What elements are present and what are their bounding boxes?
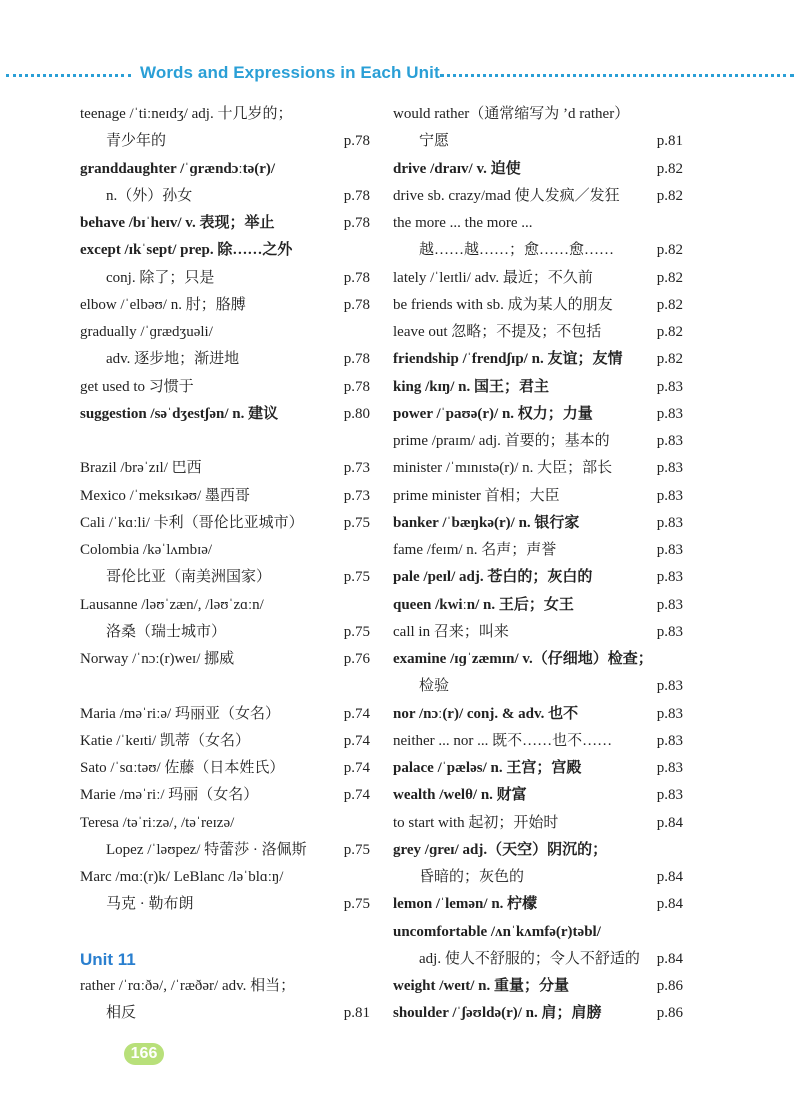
page-reference: p.82: [656, 351, 683, 368]
page-reference: p.86: [656, 1005, 683, 1022]
vocab-line: [393, 455, 683, 482]
unit-heading-text: Unit 11: [80, 949, 136, 969]
page-reference: p.83: [656, 542, 683, 558]
vocab-text: 哥伦比亚（南美洲国家）: [106, 569, 272, 586]
vocab-line: [80, 510, 370, 537]
vocab-text: weight /weɪt/ n. 重量；分量: [393, 978, 569, 994]
vocab-line: [393, 810, 683, 837]
vocab-line: [393, 510, 683, 537]
vocab-line: [80, 646, 370, 673]
page-reference: p.83: [656, 787, 683, 804]
vocab-line: [393, 973, 683, 1000]
vocab-text: 马克 · 勒布朗: [106, 896, 194, 913]
page-reference: p.80: [343, 405, 370, 422]
vocab-line: [393, 237, 683, 264]
vocab-text: Katie /ˈkeɪti/ 凯蒂（女名）: [80, 732, 250, 749]
page-reference: p.78: [343, 187, 370, 204]
vocab-text: would rather（通常缩写为 ’d rather）: [393, 106, 630, 122]
vocab-line: [393, 265, 683, 292]
vocab-text: behave /bɪˈheɪv/ v. 表现；举止: [80, 215, 275, 231]
page-reference: p.83: [656, 569, 683, 586]
right-column: [393, 101, 683, 1028]
vocab-text: grey /ɡreɪ/ adj.（天空）阴沉的；: [393, 841, 608, 858]
vocab-text: banker /ˈbæŋkə(r)/ n. 银行家: [393, 514, 580, 531]
vocab-text: Teresa /təˈriːzə/, /təˈreɪzə/: [80, 814, 235, 831]
page-reference: p.83: [656, 732, 683, 749]
vocab-line: [80, 401, 370, 428]
vocab-line: [80, 210, 370, 237]
vocab-line: [393, 782, 683, 809]
page-header: [0, 62, 800, 88]
vocab-text: the more ... the more ...: [393, 215, 533, 231]
vocab-text: teenage /ˈtiːneɪdʒ/ adj. 十几岁的；: [80, 106, 293, 122]
vocab-line: [393, 183, 683, 210]
vocab-text: minister /ˈmɪnɪstə(r)/ n. 大臣；部长: [393, 460, 613, 477]
page-reference: p.81: [656, 133, 683, 150]
vocab-line: [393, 919, 683, 946]
page-reference: p.83: [656, 487, 683, 504]
page-reference: p.73: [343, 487, 370, 504]
blank-line: [80, 428, 370, 455]
vocab-line: [393, 128, 683, 155]
vocab-line: [393, 156, 683, 183]
vocab-line: [393, 292, 683, 319]
vocab-line: [80, 455, 370, 482]
vocab-line: [393, 537, 683, 564]
vocab-line: [80, 237, 370, 264]
vocab-text: granddaughter /ˈɡrændɔːtə(r)/: [80, 160, 276, 177]
vocab-line: [393, 646, 683, 673]
vocab-line: [80, 810, 370, 837]
vocab-line: [80, 483, 370, 510]
vocab-text: 昏暗的；灰色的: [419, 869, 525, 885]
page-reference: p.78: [343, 378, 370, 395]
unit-heading: [80, 946, 370, 973]
page-reference: p.78: [343, 296, 370, 313]
vocab-line: [80, 1000, 370, 1027]
page-reference: p.82: [656, 324, 683, 340]
vocab-text: conj. 除了；只是: [106, 269, 215, 286]
vocab-line: [393, 483, 683, 510]
vocab-text: palace /ˈpæləs/ n. 王宫；宫殿: [393, 760, 582, 776]
page-reference: p.78: [343, 133, 370, 150]
page-reference: p.75: [343, 896, 370, 913]
page-reference: p.82: [656, 160, 683, 177]
page-reference: p.82: [656, 296, 683, 313]
vocab-text: fame /feɪm/ n. 名声；声誉: [393, 542, 557, 558]
vocab-text: neither ... nor ... 既不……也不……: [393, 732, 613, 749]
vocab-line: [393, 728, 683, 755]
vocab-text: lemon /ˈlemən/ n. 柠檬: [393, 896, 538, 913]
page-reference: p.83: [656, 405, 683, 422]
vocab-line: [80, 728, 370, 755]
vocab-text: elbow /ˈelbəʊ/ n. 肘；胳膊: [80, 296, 246, 313]
page-reference: p.75: [343, 514, 370, 531]
blank-line: [80, 673, 370, 700]
left-column: [80, 101, 370, 1028]
vocab-line: [80, 592, 370, 619]
header-dotted-rule-left: [6, 74, 131, 77]
vocab-line: [80, 346, 370, 373]
page-reference: p.83: [656, 678, 683, 695]
blank-line: [80, 919, 370, 946]
vocab-text: suggestion /səˈdʒestʃən/ n. 建议: [80, 405, 279, 422]
vocab-line: [393, 864, 683, 891]
vocab-text: queen /kwiːn/ n. 王后；女王: [393, 596, 574, 613]
vocab-text: Marie /məˈriː/ 玛丽（女名）: [80, 787, 259, 804]
page-reference: p.83: [656, 760, 683, 776]
page-reference: p.84: [656, 950, 683, 967]
vocab-line: [393, 837, 683, 864]
vocab-line: [80, 101, 370, 128]
page-reference: p.75: [343, 569, 370, 586]
page-reference: p.75: [343, 623, 370, 640]
vocab-text: power /ˈpaʊə(r)/ n. 权力；力量: [393, 405, 593, 422]
vocab-text: shoulder /ˈʃəʊldə(r)/ n. 肩；肩膀: [393, 1005, 602, 1022]
page-reference: p.73: [343, 460, 370, 477]
vocab-text: adv. 逐步地；渐进地: [106, 351, 240, 368]
page-reference: p.78: [343, 269, 370, 286]
vocab-text: nor /nɔː(r)/ conj. & adv. 也不: [393, 705, 579, 722]
vocab-line: [393, 319, 683, 346]
header-title: Words and Expressions in Each Unit: [140, 63, 440, 82]
page-reference: p.82: [656, 187, 683, 204]
vocab-line: [393, 1000, 683, 1027]
vocab-text: drive /draɪv/ v. 迫使: [393, 160, 521, 177]
vocab-text: 青少年的: [106, 133, 167, 150]
vocab-text: wealth /welθ/ n. 财富: [393, 787, 527, 804]
vocab-text: except /ɪkˈsept/ prep. 除……之外: [80, 242, 293, 259]
vocab-line: [80, 128, 370, 155]
vocab-text: pale /peɪl/ adj. 苍白的；灰白的: [393, 569, 593, 586]
vocab-text: Marc /mɑː(r)k/ LeBlanc /ləˈblɑːŋ/: [80, 869, 284, 885]
vocab-line: [80, 619, 370, 646]
page-reference: p.84: [656, 814, 683, 831]
vocab-line: [393, 673, 683, 700]
vocab-text: n.（外）孙女: [106, 187, 193, 204]
vocab-line: [393, 210, 683, 237]
vocab-text: to start with 起初；开始时: [393, 814, 559, 831]
vocab-text: drive sb. crazy/mad 使人发疯／发狂: [393, 187, 620, 204]
vocab-line: [80, 891, 370, 918]
vocab-text: prime /praɪm/ adj. 首要的；基本的: [393, 433, 610, 449]
page-number-badge: 166: [124, 1043, 164, 1065]
vocab-text: call in 召来；叫来: [393, 623, 509, 640]
vocab-line: [393, 374, 683, 401]
page-reference: p.75: [343, 841, 370, 858]
vocab-text: 宁愿: [419, 133, 450, 150]
vocab-line: [80, 319, 370, 346]
page-reference: p.83: [656, 623, 683, 640]
vocab-line: [80, 374, 370, 401]
vocab-line: [80, 973, 370, 1000]
vocab-text: adj. 使人不舒服的；令人不舒适的: [419, 950, 640, 967]
vocab-text: Lausanne /ləʊˈzæn/, /ləʊˈzɑːn/: [80, 596, 264, 613]
page-reference: p.74: [343, 732, 370, 749]
vocab-text: 越……越……；愈……愈……: [419, 242, 615, 259]
vocab-text: gradually /ˈɡrædʒuəli/: [80, 324, 213, 340]
header-dotted-rule-right: [440, 74, 794, 77]
vocab-text: rather /ˈrɑːðə/, /ˈræðər/ adv. 相当；: [80, 978, 296, 994]
page-reference: p.76: [343, 651, 370, 667]
vocab-line: [80, 265, 370, 292]
vocab-text: prime minister 首相；大臣: [393, 487, 560, 504]
vocab-text: uncomfortable /ʌnˈkʌmfə(r)təbl/: [393, 923, 601, 940]
page-reference: p.74: [343, 705, 370, 722]
vocab-line: [393, 619, 683, 646]
page-reference: p.82: [656, 242, 683, 259]
vocab-text: Mexico /ˈmeksɪkəʊ/ 墨西哥: [80, 487, 250, 504]
page-reference: p.78: [343, 215, 370, 231]
vocab-text: 相反: [106, 1005, 137, 1022]
page-reference: p.86: [656, 978, 683, 994]
vocab-line: [80, 292, 370, 319]
vocab-text: Sato /ˈsɑːtəʊ/ 佐藤（日本姓氏）: [80, 760, 285, 776]
vocab-text: Maria /məˈriːə/ 玛丽亚（女名）: [80, 705, 280, 722]
page-reference: p.83: [656, 514, 683, 531]
vocab-line: [80, 156, 370, 183]
page-reference: p.83: [656, 378, 683, 395]
vocab-line: [393, 592, 683, 619]
vocab-line: [393, 401, 683, 428]
page-reference: p.83: [656, 705, 683, 722]
vocab-line: [80, 564, 370, 591]
vocab-text: friendship /ˈfrendʃɪp/ n. 友谊；友情: [393, 351, 623, 368]
vocab-line: [80, 537, 370, 564]
page-reference: p.82: [656, 269, 683, 286]
vocab-text: Cali /ˈkɑːli/ 卡利（哥伦比亚城市）: [80, 514, 304, 531]
vocab-line: [393, 891, 683, 918]
vocab-text: 洛桑（瑞士城市）: [106, 623, 227, 640]
page-reference: p.84: [656, 869, 683, 885]
page-reference: p.78: [343, 351, 370, 368]
page-reference: p.81: [343, 1005, 370, 1022]
page-reference: p.83: [656, 433, 683, 449]
page-reference: p.74: [343, 787, 370, 804]
vocab-line: [393, 564, 683, 591]
vocab-line: [393, 428, 683, 455]
vocab-line: [393, 701, 683, 728]
vocab-text: Norway /ˈnɔː(r)weɪ/ 挪威: [80, 651, 235, 667]
vocab-line: [80, 782, 370, 809]
vocab-text: be friends with sb. 成为某人的朋友: [393, 296, 613, 313]
page-reference: p.83: [656, 460, 683, 477]
vocab-text: Brazil /brəˈzɪl/ 巴西: [80, 460, 202, 477]
vocab-text: lately /ˈleɪtli/ adv. 最近；不久前: [393, 269, 593, 286]
vocab-line: [80, 183, 370, 210]
vocab-text: Lopez /ˈləʊpez/ 特蕾莎 · 洛佩斯: [106, 841, 307, 858]
vocab-text: examine /ɪɡˈzæmɪn/ v.（仔细地）检查；: [393, 651, 653, 667]
page-reference: p.74: [343, 760, 370, 776]
page-reference: p.84: [656, 896, 683, 913]
vocab-line: [393, 346, 683, 373]
vocab-line: [393, 101, 683, 128]
vocab-text: 检验: [419, 678, 450, 695]
vocab-text: leave out 忽略；不提及；不包括: [393, 324, 602, 340]
vocab-line: [80, 837, 370, 864]
vocab-line: [393, 755, 683, 782]
vocab-text: Colombia /kəˈlʌmbɪə/: [80, 542, 213, 558]
vocab-line: [80, 701, 370, 728]
page-reference: p.83: [656, 596, 683, 613]
vocab-line: [80, 755, 370, 782]
vocab-text: get used to 习惯于: [80, 378, 194, 395]
vocab-line: [393, 946, 683, 973]
vocab-text: king /kɪŋ/ n. 国王；君主: [393, 378, 550, 395]
vocab-line: [80, 864, 370, 891]
